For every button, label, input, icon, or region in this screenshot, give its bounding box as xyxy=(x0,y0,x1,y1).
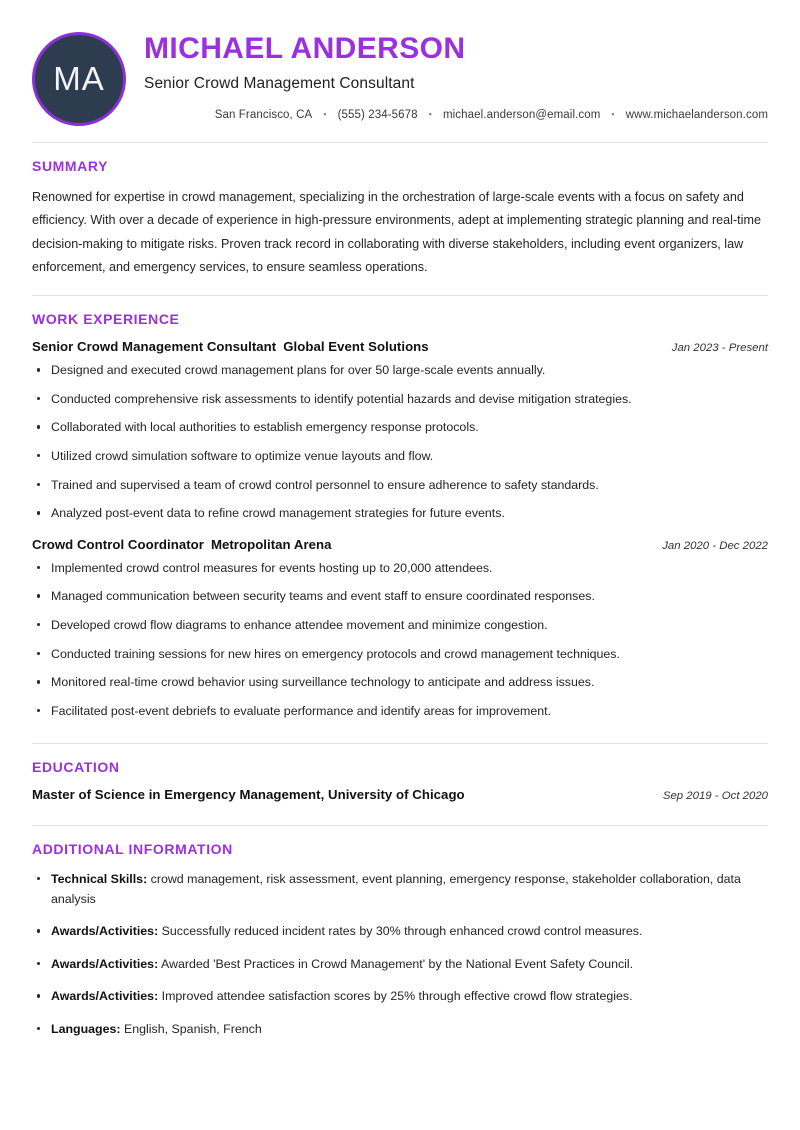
contact-website[interactable]: www.michaelanderson.com xyxy=(625,108,768,121)
experience-entry xyxy=(32,537,768,721)
education-entry xyxy=(32,787,768,802)
contact-separator-icon: ▪ xyxy=(428,109,432,119)
experience-bullet: Managed communication between security teams and event staff to ensure coordinated responses. xyxy=(32,587,768,606)
experience-company: Metropolitan Arena xyxy=(210,536,332,552)
contact-location: San Francisco, CA xyxy=(214,108,313,121)
experience-entry xyxy=(32,339,768,523)
education-entry-header xyxy=(32,787,768,802)
experience-date: Jan 2023 - Present xyxy=(671,342,768,355)
experience-bullet: Analyzed post-event data to refine crowd management strategies for future events. xyxy=(32,504,768,523)
additional-information-item xyxy=(32,869,768,910)
experience-company: Global Event Solutions xyxy=(283,339,429,355)
item-value: Awarded 'Best Practices in Crowd Management' by the National Event Safety Council. xyxy=(160,956,634,971)
experience-role-company xyxy=(32,537,332,552)
experience-role: Crowd Control Coordinator xyxy=(32,536,204,552)
experience-bullet: Trained and supervised a team of crowd control personnel to ensure adherence to safety standards. xyxy=(32,476,768,495)
additional-information-item xyxy=(32,1019,768,1039)
section-title-additional-information: ADDITIONAL INFORMATION xyxy=(32,840,233,857)
experience-entry-header xyxy=(32,339,768,354)
item-label: Technical Skills: xyxy=(51,871,148,886)
contact-email[interactable]: michael.anderson@email.com xyxy=(442,108,601,121)
work-experience-body xyxy=(32,339,768,742)
experience-role: Senior Crowd Management Consultant xyxy=(32,339,277,355)
experience-bullet-list xyxy=(32,361,768,523)
experience-bullet: Collaborated with local authorities to establish emergency response protocols. xyxy=(32,418,768,437)
experience-bullet: Designed and executed crowd management plans for over 50 large-scale events annually. xyxy=(32,361,768,380)
experience-bullet: Conducted training sessions for new hires on emergency protocols and crowd management techniques. xyxy=(32,645,768,664)
additional-information-body xyxy=(32,869,768,1056)
avatar xyxy=(32,32,126,126)
item-value: Improved attendee satisfaction scores by 25% through effective crowd flow strategies. xyxy=(161,989,633,1004)
additional-information-list xyxy=(32,869,768,1040)
item-value: English, Spanish, French xyxy=(124,1021,262,1036)
section-title-work-experience: WORK EXPERIENCE xyxy=(32,311,180,328)
resume-header xyxy=(32,28,768,142)
section-title-education: EDUCATION xyxy=(32,758,120,775)
section-summary xyxy=(32,143,768,295)
contact-separator-icon: ▪ xyxy=(323,109,327,119)
header-text-block xyxy=(144,28,768,121)
additional-information-item xyxy=(32,986,768,1006)
contact-phone[interactable]: (555) 234-5678 xyxy=(337,108,418,121)
additional-information-item xyxy=(32,921,768,941)
experience-role-company xyxy=(32,339,429,354)
section-work-experience xyxy=(32,296,768,742)
section-education xyxy=(32,744,768,825)
section-title-summary: SUMMARY xyxy=(32,158,109,174)
candidate-title: Senior Crowd Management Consultant xyxy=(144,74,415,92)
experience-entry-header xyxy=(32,537,768,552)
candidate-name: MICHAEL ANDERSON xyxy=(144,32,466,65)
experience-bullet: Utilized crowd simulation software to optimize venue layouts and flow. xyxy=(32,447,768,466)
education-date: Sep 2019 - Oct 2020 xyxy=(662,789,768,802)
item-label: Awards/Activities: xyxy=(51,924,159,939)
item-value: Successfully reduced incident rates by 30% through enhanced crowd control measures. xyxy=(161,924,643,939)
item-label: Awards/Activities: xyxy=(51,989,159,1004)
experience-bullet: Conducted comprehensive risk assessments to identify potential hazards and devise mitigation strategies. xyxy=(32,390,768,409)
experience-bullet: Developed crowd flow diagrams to enhance attendee movement and minimize congestion. xyxy=(32,616,768,635)
contact-separator-icon: ▪ xyxy=(611,109,615,119)
summary-text: Renowned for expertise in crowd management, specializing in the orchestration of large-scale events with a focus on safety and efficiency. With over a decade of experience in high-pressure environments, adept at implementing strategic planning and real-time decision-making to mitigate risks. Proven track record in collaborating with diverse stakeholders, including event organizers, law enforcement, and emergency services, to ensure seamless operations. xyxy=(32,190,761,274)
education-body xyxy=(32,787,768,825)
experience-date: Jan 2020 - Dec 2022 xyxy=(662,539,768,552)
experience-bullet: Monitored real-time crowd behavior using surveillance technology to anticipate and address issues. xyxy=(32,673,768,692)
education-degree: Master of Science in Emergency Management, University of Chicago xyxy=(32,786,465,802)
contact-line xyxy=(144,109,768,121)
item-label: Languages: xyxy=(51,1021,121,1036)
experience-bullet-list xyxy=(32,559,768,721)
experience-bullet: Implemented crowd control measures for events hosting up to 20,000 attendees. xyxy=(32,559,768,578)
item-label: Awards/Activities: xyxy=(51,956,159,971)
item-value: crowd management, risk assessment, event planning, emergency response, stakeholder collaboration, data analysis xyxy=(51,871,741,906)
avatar-initials: MA xyxy=(53,60,105,97)
additional-information-item xyxy=(32,954,768,974)
experience-bullet: Facilitated post-event debriefs to evaluate performance and identify areas for improvement. xyxy=(32,702,768,721)
summary-body xyxy=(32,186,768,295)
section-additional-information xyxy=(32,826,768,1056)
